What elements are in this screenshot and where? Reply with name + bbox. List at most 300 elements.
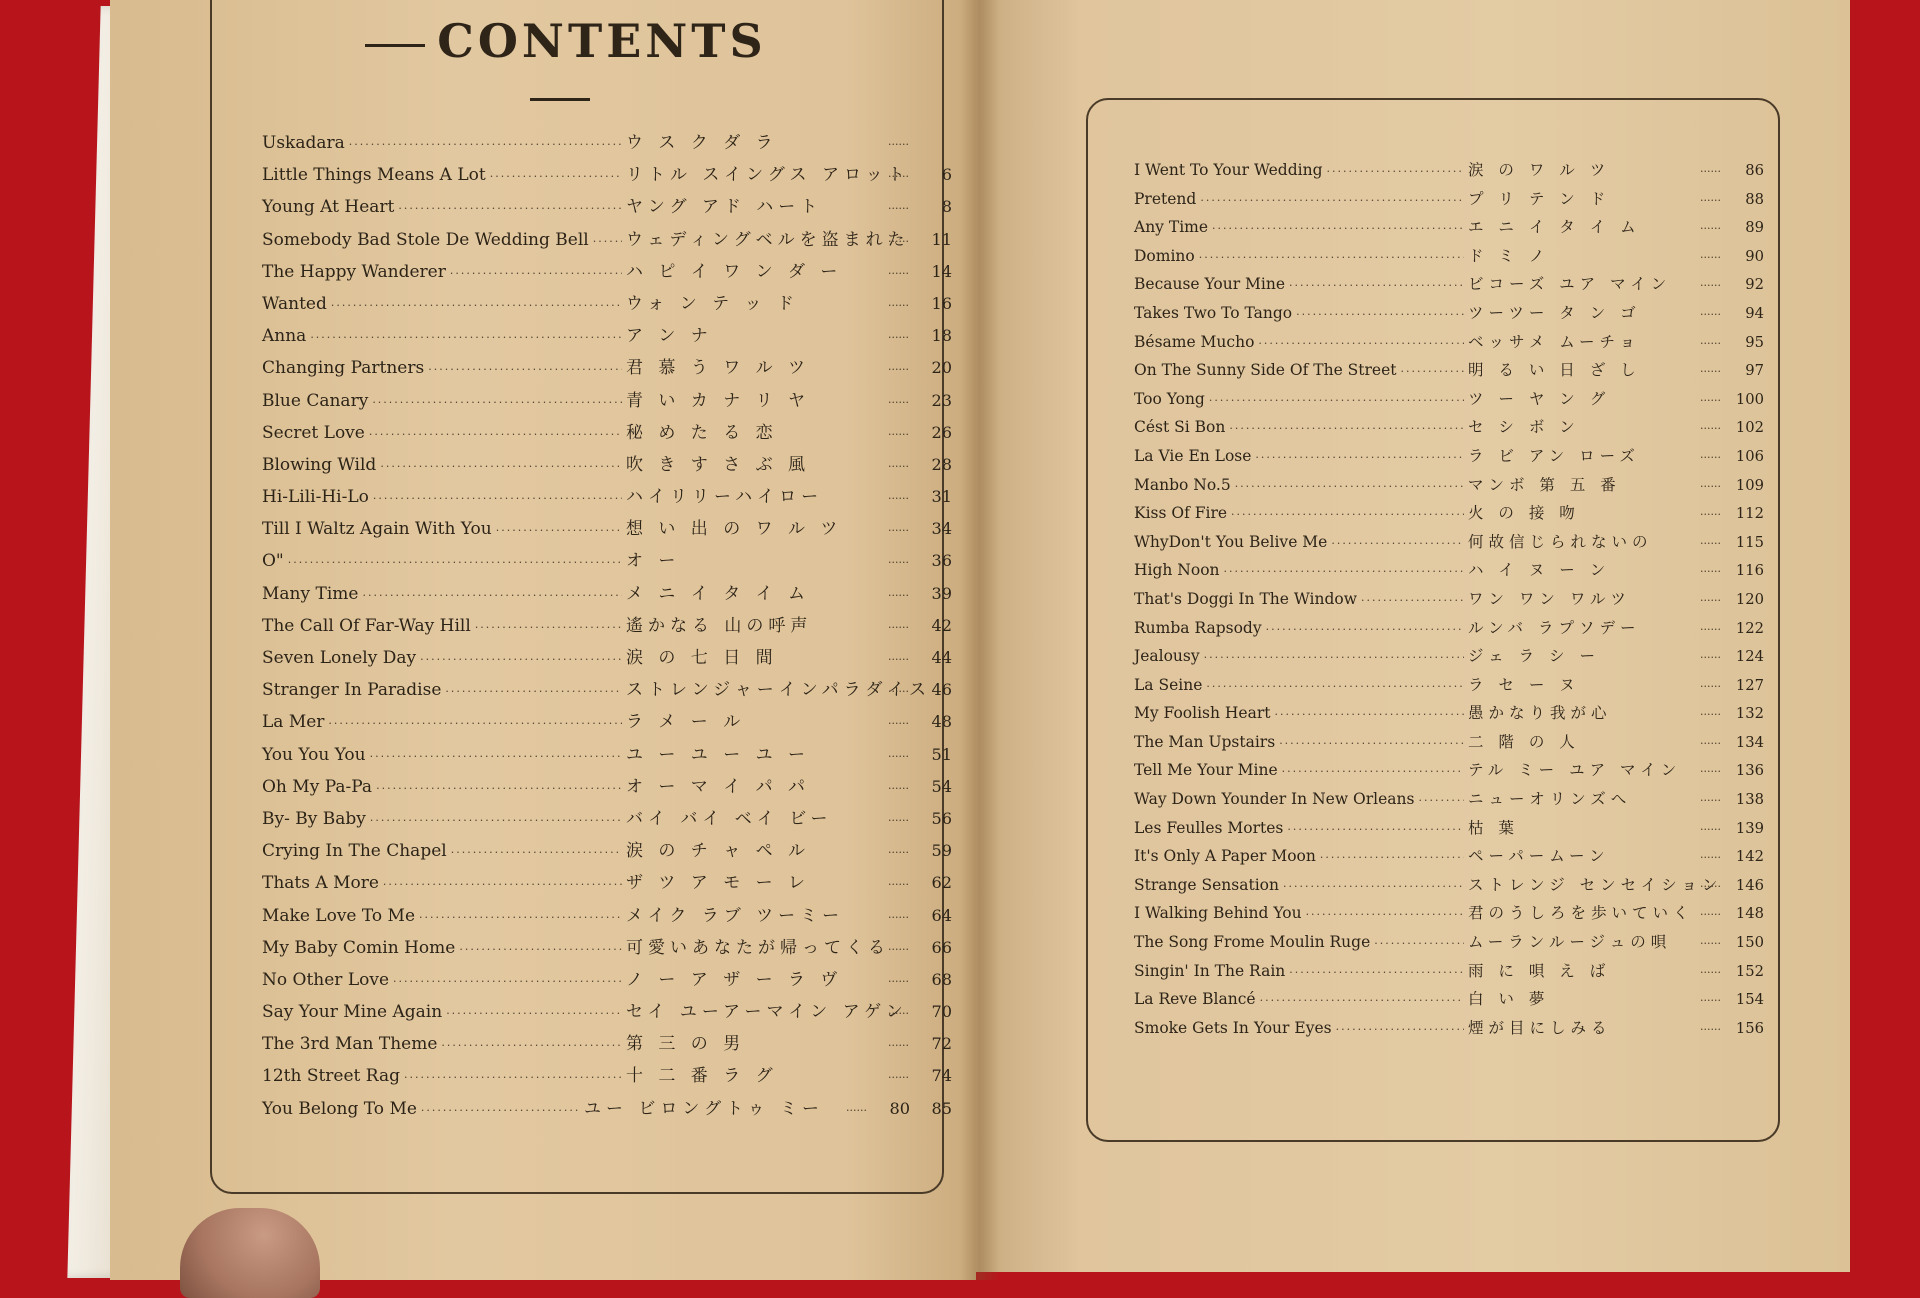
japanese-title: ムーランルージュの唄 [1468, 933, 1672, 952]
toc-entry [262, 353, 952, 385]
page-number: 138 [1735, 791, 1764, 809]
page-number: 100 [1735, 390, 1764, 408]
toc-entry [1134, 587, 1764, 616]
dot-leader [888, 267, 910, 280]
right-toc-list [1134, 158, 1764, 1044]
dot-leader [376, 782, 622, 795]
song-title: Uskadara [262, 133, 345, 153]
dot-leader [1700, 623, 1722, 636]
page-number: 51 [931, 744, 952, 764]
dot-leader [1700, 794, 1722, 807]
dot-leader [1209, 394, 1464, 407]
page-number: 14 [931, 261, 952, 281]
book-gutter [960, 0, 1000, 1280]
dot-leader [1700, 308, 1722, 321]
toc-entry [262, 514, 952, 546]
dot-leader [1401, 365, 1464, 378]
dot-leader [888, 138, 910, 151]
page-number: 146 [1735, 876, 1764, 894]
toc-entry [1134, 987, 1764, 1016]
dot-leader [421, 1104, 580, 1117]
song-title: Bésame Mucho [1134, 332, 1255, 351]
dot-leader [888, 363, 910, 376]
dot-leader [1700, 422, 1722, 435]
page-number: 139 [1735, 819, 1764, 837]
dot-leader [888, 1039, 910, 1052]
dot-leader [888, 911, 910, 924]
song-title: Kiss Of Fire [1134, 504, 1228, 523]
song-title: Wanted [262, 293, 327, 314]
toc-entry [262, 418, 952, 450]
page-number: 48 [931, 712, 952, 732]
song-title: Say Your Mine Again [262, 1002, 443, 1023]
toc-entry [1134, 158, 1764, 187]
dot-leader [1700, 537, 1722, 550]
page-number: 39 [931, 583, 952, 603]
dot-leader [888, 943, 910, 956]
song-title: The 3rd Man Theme [262, 1034, 438, 1055]
toc-entry [262, 579, 952, 611]
page-number: 116 [1735, 562, 1764, 580]
song-title: Because Your Mine [1134, 275, 1286, 294]
japanese-title: ツーツー タ ン ゴ [1468, 303, 1641, 322]
toc-entry [1134, 959, 1764, 988]
page-number: 62 [931, 873, 952, 893]
dot-leader [288, 556, 622, 569]
page-number: 150 [1735, 934, 1764, 952]
toc-entry [262, 965, 952, 997]
toc-entry [1134, 616, 1764, 645]
page-number: 148 [1735, 905, 1764, 923]
page-number: 42 [931, 615, 952, 635]
japanese-title: ラ セ ー ヌ [1468, 675, 1580, 694]
page-number: 46 [931, 680, 952, 700]
japanese-title: 涙 の ワ ル ツ [1468, 161, 1611, 179]
heading-dash-right [530, 98, 590, 101]
toc-entry [262, 707, 952, 739]
japanese-title: ツ ー ヤ ン グ [1468, 389, 1611, 408]
song-title: Crying In The Chapel [262, 841, 447, 862]
toc-entry [262, 643, 952, 675]
dot-leader [1700, 908, 1722, 921]
japanese-title: ラ メ ー ル [626, 712, 746, 733]
page-number: 122 [1735, 619, 1764, 637]
japanese-title: ストレンジ センセイション [1468, 875, 1723, 894]
japanese-title: ストレンジャーインパラダイス [626, 680, 931, 701]
page-number: 6 [941, 165, 952, 185]
dot-leader [1282, 765, 1464, 778]
song-title: By- By Baby [262, 808, 366, 829]
japanese-title: 枯 葉 [1468, 818, 1519, 837]
japanese-title: ハ ピ イ ワ ン ダ ー [626, 261, 843, 282]
dot-leader [888, 235, 910, 248]
song-title: La Seine [1134, 675, 1203, 694]
page-number: 88 [1745, 190, 1764, 208]
toc-entry [1134, 644, 1764, 673]
toc-entry [262, 386, 952, 418]
page-number: 74 [931, 1066, 952, 1086]
dot-leader [369, 428, 622, 441]
song-title: High Noon [1134, 561, 1220, 580]
dot-leader [370, 750, 622, 763]
toc-entry [262, 289, 952, 321]
dot-leader [1306, 908, 1464, 921]
page-number: 34 [931, 519, 952, 539]
song-title: Smoke Gets In Your Eyes [1134, 1018, 1332, 1037]
japanese-title: 火 の 接 吻 [1468, 504, 1580, 523]
song-title: La Mer [262, 712, 325, 733]
toc-entry [262, 450, 952, 482]
dot-leader [888, 1071, 910, 1084]
toc-entry [262, 1029, 952, 1061]
dot-leader [1331, 537, 1464, 550]
japanese-title: ペーパームーン [1468, 847, 1610, 866]
dot-leader [1200, 194, 1464, 207]
page-number: 80 [889, 1098, 910, 1118]
song-title: WhyDon't You Belive Me [1134, 532, 1328, 551]
open-book [110, 0, 1850, 1280]
song-title: Many Time [262, 583, 359, 604]
japanese-title: ユ ー ユ ー ユ ー [626, 744, 811, 765]
dot-leader [888, 556, 910, 569]
dot-leader [1700, 994, 1722, 1007]
dot-leader [419, 911, 622, 924]
dot-leader [888, 846, 910, 859]
dot-leader [1700, 279, 1722, 292]
song-title: You You You [262, 744, 366, 765]
page-number: 23 [931, 390, 952, 410]
dot-leader [1287, 823, 1464, 836]
dot-leader [404, 1071, 622, 1084]
japanese-title: テル ミー ユア マイン [1468, 761, 1682, 780]
dot-leader [1700, 251, 1722, 264]
japanese-title: 煙が目にしみる [1468, 1018, 1612, 1037]
dot-leader [1289, 279, 1464, 292]
dot-leader [1274, 708, 1464, 721]
toc-entry [1134, 844, 1764, 873]
japanese-title: ルンバ ラプソデー [1468, 618, 1641, 637]
japanese-title: 吹 き す さ ぶ 風 [626, 454, 811, 475]
dot-leader [888, 814, 910, 827]
page-number: 86 [1745, 162, 1764, 179]
dot-leader [383, 878, 622, 891]
song-title: Till I Waltz Again With You [262, 519, 492, 540]
song-title: That's Doggi In The Window [1134, 589, 1357, 608]
japanese-title: プ リ テ ン ド [1468, 189, 1611, 208]
page-number: 102 [1735, 419, 1764, 437]
dot-leader [1258, 337, 1464, 350]
japanese-title: バイ バイ ベイ ビー [626, 808, 833, 829]
japanese-title: セ シ ボ ン [1468, 418, 1580, 437]
dot-leader [888, 524, 910, 537]
dot-leader [1700, 823, 1722, 836]
japanese-title: ハイリリーハイロー [626, 487, 824, 508]
japanese-title: オ ー [626, 551, 681, 572]
dot-leader [888, 396, 910, 409]
song-title: Les Feulles Mortes [1134, 818, 1284, 837]
song-title: Hi-Lili-Hi-Lo [262, 487, 369, 508]
toc-entry [1134, 272, 1764, 301]
japanese-title: ウェディングベルを盗まれた [626, 229, 910, 250]
japanese-title: 可愛いあなたが帰ってくる [626, 937, 890, 958]
dot-leader [888, 460, 910, 473]
japanese-title: メイク ラブ ツーミー [626, 905, 845, 926]
song-title: Singin' In The Rain [1134, 961, 1286, 980]
dot-leader [1700, 708, 1722, 721]
dot-leader [441, 1039, 622, 1052]
dot-leader [1418, 794, 1464, 807]
japanese-title: 秘 め た る 恋 [626, 422, 778, 443]
page-number: 97 [1745, 362, 1764, 380]
song-title: Blue Canary [262, 390, 369, 411]
toc-entry [262, 546, 952, 578]
dot-leader [888, 782, 910, 795]
page-number: 124 [1735, 648, 1764, 666]
toc-entry [262, 868, 952, 900]
song-title: Jealousy [1134, 647, 1200, 666]
toc-entry [262, 933, 952, 965]
left-page [110, 0, 976, 1280]
page-number: 134 [1735, 733, 1764, 751]
dot-leader [490, 170, 622, 183]
page-number: 56 [931, 808, 952, 828]
dot-leader [1700, 480, 1722, 493]
dot-leader [1206, 680, 1464, 693]
song-title: Pretend [1134, 189, 1197, 208]
japanese-title: ジェ ラ シ ー [1468, 647, 1600, 666]
dot-leader [1231, 508, 1464, 521]
dot-leader [1700, 966, 1722, 979]
dot-leader [1700, 222, 1722, 235]
dot-leader [888, 589, 910, 602]
toc-entry [262, 611, 952, 643]
toc-entry [262, 772, 952, 804]
toc-entry [1134, 301, 1764, 330]
song-title: Any Time [1134, 218, 1209, 237]
japanese-title: ウォ ン テ ッ ド [626, 293, 799, 314]
page-number: 127 [1735, 676, 1764, 694]
page-number: 136 [1735, 762, 1764, 780]
dot-leader [1204, 651, 1464, 664]
song-title: Oh My Pa-Pa [262, 776, 373, 797]
dot-leader [362, 589, 622, 602]
dot-leader [1700, 765, 1722, 778]
toc-entry [1134, 415, 1764, 444]
dot-leader [1199, 251, 1464, 264]
song-title: Cést Si Bon [1134, 418, 1226, 437]
toc-entry [262, 997, 952, 1029]
toc-entry [1134, 444, 1764, 473]
song-title: Somebody Bad Stole De Wedding Bell [262, 229, 589, 250]
page-number: 156 [1735, 1019, 1764, 1037]
page-number: 28 [931, 454, 952, 474]
toc-entry [1134, 701, 1764, 730]
dot-leader [1320, 851, 1464, 864]
toc-entry [1134, 501, 1764, 530]
page-number: 142 [1735, 848, 1764, 866]
toc-entry [1134, 673, 1764, 702]
song-title: Make Love To Me [262, 905, 416, 926]
toc-entry [1134, 358, 1764, 387]
dot-leader [1361, 594, 1464, 607]
contents-heading [340, 14, 780, 84]
dot-leader [1266, 623, 1464, 636]
page-number: 132 [1735, 705, 1764, 723]
dot-leader [888, 878, 910, 891]
page-number: 16 [931, 293, 952, 313]
dot-leader [475, 621, 622, 634]
japanese-title: 青 い カ ナ リ ヤ [626, 390, 811, 411]
dot-leader [1700, 737, 1722, 750]
dot-leader [1255, 451, 1464, 464]
page-number: 72 [931, 1034, 952, 1054]
toc-entry [262, 225, 952, 257]
toc-entry [262, 482, 952, 514]
dot-leader [1296, 308, 1464, 321]
toc-entry [262, 257, 952, 289]
page-number: 120 [1735, 590, 1764, 608]
dot-leader [1700, 851, 1722, 864]
page-number: 36 [931, 551, 952, 571]
dot-leader [1235, 480, 1464, 493]
song-title: Takes Two To Tango [1134, 303, 1293, 322]
dot-leader [446, 1007, 622, 1020]
dot-leader [451, 846, 622, 859]
page-number: 115 [1735, 533, 1764, 551]
toc-entry [1134, 215, 1764, 244]
dot-leader [1700, 680, 1722, 693]
dot-leader [846, 1104, 868, 1117]
dot-leader [888, 685, 910, 698]
dot-leader [1700, 594, 1722, 607]
page-number: 18 [931, 326, 952, 346]
toc-entry [1134, 901, 1764, 930]
song-title: La Reve Blancé [1134, 990, 1256, 1009]
toc-entry [262, 901, 952, 933]
dot-leader [1224, 565, 1464, 578]
dot-leader [331, 299, 622, 312]
toc-entry [262, 1094, 952, 1126]
song-title: It's Only A Paper Moon [1134, 847, 1316, 866]
page-number: 66 [931, 937, 952, 957]
japanese-title: 雨 に 唄 え ば [1468, 961, 1611, 980]
toc-entry [1134, 530, 1764, 559]
dot-leader [1212, 222, 1464, 235]
page-number: 85 [931, 1098, 952, 1118]
page-number: 8 [941, 197, 952, 217]
japanese-title: 愚かなり我が心 [1468, 704, 1612, 723]
page-number: 90 [1745, 247, 1764, 265]
japanese-title: マンボ 第 五 番 [1468, 475, 1621, 494]
japanese-title: ユー ビロングトゥ ミー [584, 1098, 825, 1119]
song-title: I Walking Behind You [1134, 904, 1302, 923]
japanese-title: ザ ツ ア モ ー レ [626, 873, 811, 894]
page-number: 44 [931, 648, 952, 667]
left-toc-list [262, 128, 952, 1126]
toc-entry [262, 160, 952, 192]
page-number: 89 [1745, 219, 1764, 237]
toc-entry [1134, 930, 1764, 959]
song-title: Seven Lonely Day [262, 648, 417, 668]
dot-leader [888, 331, 910, 344]
japanese-title: 白 い 夢 [1468, 990, 1550, 1009]
dot-leader [1260, 994, 1464, 1007]
dot-leader [1283, 880, 1464, 893]
song-title: You Belong To Me [262, 1098, 417, 1119]
japanese-title: セイ ユーアーマイン アゲン [626, 1002, 908, 1023]
dot-leader [328, 717, 622, 730]
dot-leader [1700, 565, 1722, 578]
page-number: 152 [1735, 962, 1764, 980]
page-number: 68 [931, 969, 952, 989]
toc-entry [1134, 758, 1764, 787]
page-number: 54 [931, 776, 952, 796]
heading-dash-left [365, 44, 425, 47]
dot-leader [888, 299, 910, 312]
toc-entry [262, 675, 952, 707]
toc-entry [1134, 330, 1764, 359]
dot-leader [888, 170, 910, 183]
japanese-title: ワン ワン ワルツ [1468, 589, 1631, 608]
toc-entry [1134, 187, 1764, 216]
song-title: Changing Partners [262, 358, 425, 379]
dot-leader [888, 202, 910, 215]
dot-leader [420, 653, 622, 666]
dot-leader [888, 492, 910, 505]
dot-leader [1700, 508, 1722, 521]
japanese-title: ベッサメ ムーチョ [1468, 332, 1641, 351]
song-title: Rumba Rapsody [1134, 618, 1262, 637]
dot-leader [310, 331, 622, 344]
dot-leader [1289, 966, 1464, 979]
japanese-title: ウ ス ク ダ ラ [626, 133, 778, 153]
dot-leader [445, 685, 622, 698]
dot-leader [888, 975, 910, 988]
japanese-title: 君 慕 う ワ ル ツ [626, 358, 811, 379]
dot-leader [1700, 165, 1722, 178]
dot-leader [1700, 651, 1722, 664]
japanese-title: 何故信じられないの [1468, 532, 1653, 551]
page-number: 112 [1735, 505, 1764, 523]
dot-leader [888, 750, 910, 763]
heading-text: CONTENTS [437, 14, 767, 68]
toc-entry [262, 804, 952, 836]
toc-entry [262, 321, 952, 353]
song-title: Young At Heart [262, 197, 395, 218]
toc-entry [262, 836, 952, 868]
japanese-title: 涙 の 七 日 間 [626, 648, 778, 668]
japanese-title: ビコーズ ユア マイン [1468, 275, 1672, 294]
japanese-title: ド ミ ノ [1468, 246, 1550, 265]
page-number: 106 [1735, 447, 1764, 465]
dot-leader [888, 717, 910, 730]
toc-entry [1134, 244, 1764, 273]
japanese-title: 想 い 出 の ワ ル ツ [626, 519, 843, 540]
dot-leader [496, 524, 622, 537]
dot-leader [1700, 880, 1722, 893]
dot-leader [888, 653, 910, 666]
toc-entry [1134, 730, 1764, 759]
japanese-title: 第 三 の 男 [626, 1034, 746, 1055]
dot-leader [1700, 1023, 1722, 1036]
dot-leader [450, 267, 622, 280]
toc-entry [1134, 787, 1764, 816]
song-title: My Baby Comin Home [262, 937, 456, 958]
toc-entry [262, 128, 952, 160]
dot-leader [1374, 937, 1464, 950]
thumb [180, 1208, 320, 1298]
japanese-title: リトル スイングス アロット [626, 165, 910, 186]
